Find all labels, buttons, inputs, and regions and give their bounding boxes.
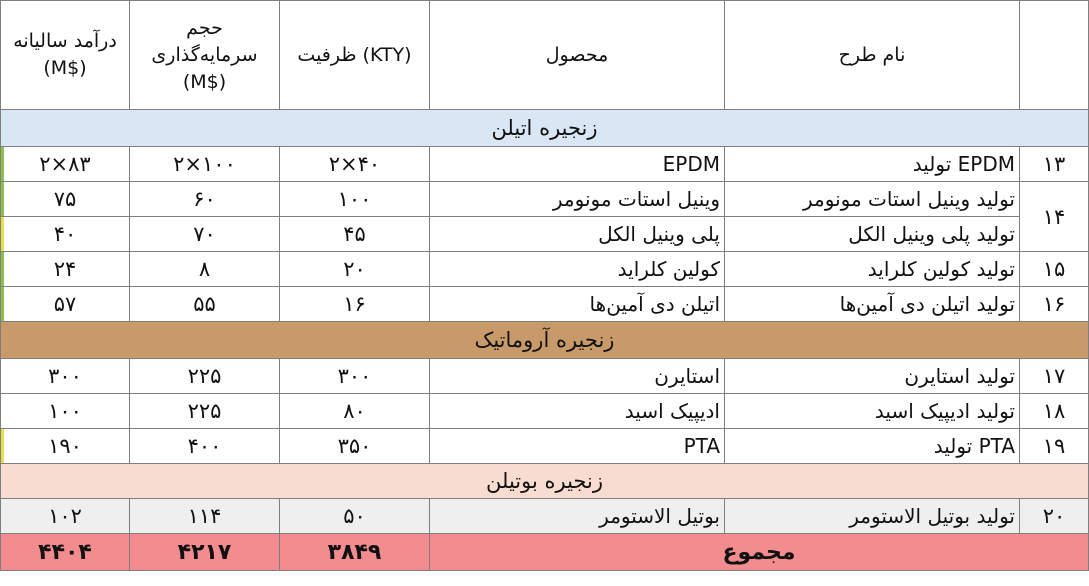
header-index <box>1020 1 1089 110</box>
project-cell: تولید استایرن <box>725 359 1020 394</box>
product-cell: کولین کلراید <box>430 252 725 287</box>
investment-cell: ۲×۱۰۰ <box>130 147 280 182</box>
investment-cell: ۲۲۵ <box>130 359 280 394</box>
revenue-cell: ۲×۸۳ <box>1 147 130 182</box>
product-cell: اتیلن دی آمین‌ها <box>430 287 725 322</box>
capacity-cell: ۲۰ <box>280 252 430 287</box>
index-cell: ۱۶ <box>1020 287 1089 322</box>
investment-cell: ۸ <box>130 252 280 287</box>
total-revenue: ۴۴۰۴ <box>1 534 130 571</box>
revenue-cell: ۷۵ <box>1 182 130 217</box>
project-cell: تولید PTA <box>725 429 1020 464</box>
index-cell: ۱۸ <box>1020 394 1089 429</box>
product-cell: پلی وینیل الکل <box>430 217 725 252</box>
table-row <box>1 287 1089 322</box>
revenue-cell: ۱۰۰ <box>1 394 130 429</box>
table-row <box>1 217 1089 252</box>
product-cell: بوتیل الاستومر <box>430 499 725 534</box>
total-row <box>1 534 1089 571</box>
table-row <box>1 429 1089 464</box>
project-cell: تولید اتیلن دی آمین‌ها <box>725 287 1020 322</box>
product-cell: وینیل استات مونومر <box>430 182 725 217</box>
total-label: مجموع <box>430 534 1089 571</box>
header-row <box>1 1 1089 110</box>
section-row <box>1 464 1089 499</box>
revenue-cell: ۳۰۰ <box>1 359 130 394</box>
investment-cell: ۷۰ <box>130 217 280 252</box>
project-cell: تولید پلی وینیل الکل <box>725 217 1020 252</box>
product-cell: EPDM <box>430 147 725 182</box>
revenue-cell: ۲۴ <box>1 252 130 287</box>
investment-cell: ۴۰۰ <box>130 429 280 464</box>
index-cell: ۱۷ <box>1020 359 1089 394</box>
header-project-name: نام طرح <box>725 1 1020 110</box>
product-cell: PTA <box>430 429 725 464</box>
investment-cell: ۵۵ <box>130 287 280 322</box>
capacity-cell: ۴۵ <box>280 217 430 252</box>
project-cell: تولید وینیل استات مونومر <box>725 182 1020 217</box>
project-cell: تولید ادیپیک اسید <box>725 394 1020 429</box>
investment-cell: ۱۱۴ <box>130 499 280 534</box>
capacity-cell: ۲×۴۰ <box>280 147 430 182</box>
section-title: زنجیره اتیلن <box>1 110 1089 147</box>
section-row <box>1 110 1089 147</box>
product-cell: استایرن <box>430 359 725 394</box>
project-cell: تولید EPDM <box>725 147 1020 182</box>
revenue-cell: ۴۰ <box>1 217 130 252</box>
investment-cell: ۲۲۵ <box>130 394 280 429</box>
capacity-cell: ۳۰۰ <box>280 359 430 394</box>
product-cell: ادیپیک اسید <box>430 394 725 429</box>
capacity-cell: ۱۶ <box>280 287 430 322</box>
total-capacity: ۳۸۴۹ <box>280 534 430 571</box>
table-row <box>1 147 1089 182</box>
section-title: زنجیره آروماتیک <box>1 322 1089 359</box>
index-cell: ۱۳ <box>1020 147 1089 182</box>
revenue-cell: ۱۰۲ <box>1 499 130 534</box>
index-cell: ۱۹ <box>1020 429 1089 464</box>
index-cell: ۲۰ <box>1020 499 1089 534</box>
table-row <box>1 394 1089 429</box>
table-row <box>1 252 1089 287</box>
revenue-cell: ۱۹۰ <box>1 429 130 464</box>
index-cell: ۱۴ <box>1020 182 1089 252</box>
header-revenue: درآمد سالیانه (M$) <box>1 1 130 110</box>
capacity-cell: ۳۵۰ <box>280 429 430 464</box>
capacity-cell: ۸۰ <box>280 394 430 429</box>
section-title: زنجیره بوتیلن <box>1 464 1089 499</box>
capacity-cell: ۱۰۰ <box>280 182 430 217</box>
table-row <box>1 359 1089 394</box>
investment-cell: ۶۰ <box>130 182 280 217</box>
table-row <box>1 182 1089 217</box>
revenue-cell: ۵۷ <box>1 287 130 322</box>
total-investment: ۴۲۱۷ <box>130 534 280 571</box>
capacity-cell: ۵۰ <box>280 499 430 534</box>
section-row <box>1 322 1089 359</box>
header-capacity: ظرفیت (KTY) <box>280 1 430 110</box>
project-cell: تولید بوتیل الاستومر <box>725 499 1020 534</box>
table-row <box>1 499 1089 534</box>
header-investment: حجم سرمایه‌گذاری (M$) <box>130 1 280 110</box>
header-product: محصول <box>430 1 725 110</box>
index-cell: ۱۵ <box>1020 252 1089 287</box>
project-cell: تولید کولین کلراید <box>725 252 1020 287</box>
